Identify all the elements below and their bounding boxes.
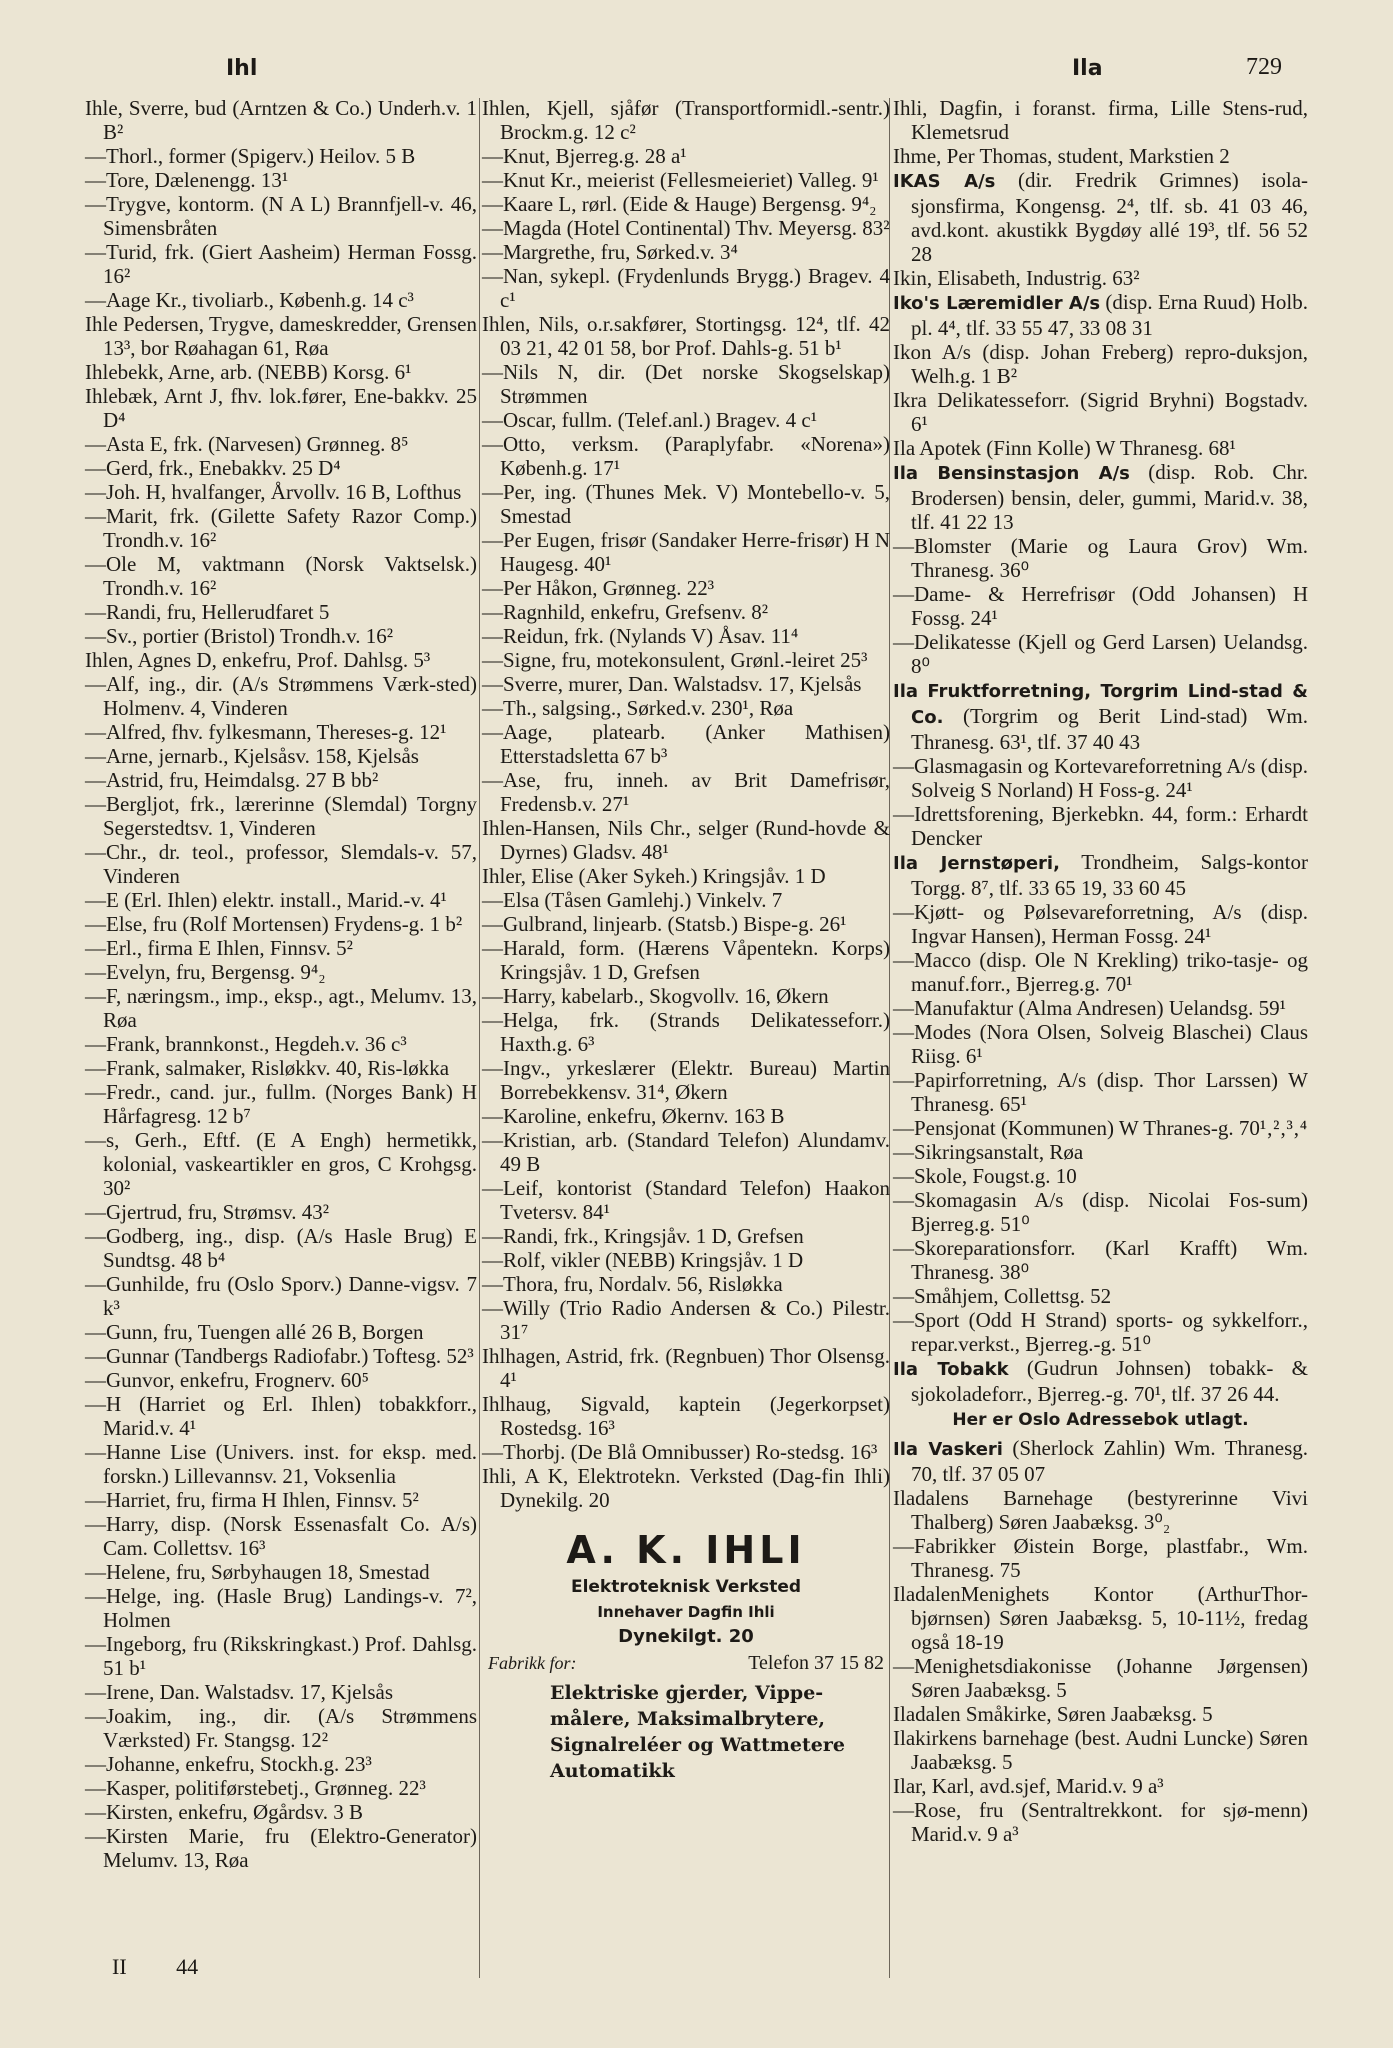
directory-entry xyxy=(482,1344,890,1392)
entry-text: —Leif, kontorist (Standard Telefon) Haakon Tvetersv. 84¹ xyxy=(482,1176,890,1224)
entry-text: Ihlen-Hansen, Nils Chr., selger (Rund-hovde & Dyrnes) Gladsv. 48¹ xyxy=(482,816,890,864)
entry-text: —Elsa (Tåsen Gamlehj.) Vinkelv. 7 xyxy=(482,888,783,912)
entry-text: Iladalens Barnehage (bestyrerinne Vivi Thalberg) Søren Jaabæksg. 3⁰₂ xyxy=(893,1486,1308,1534)
entry-text: —Ole M, vaktmann (Norsk Vaktselsk.) Trondh.v. 16² xyxy=(85,552,477,600)
directory-entry xyxy=(85,1776,477,1800)
directory-entry xyxy=(893,1068,1308,1116)
directory-entry xyxy=(482,1128,890,1176)
directory-entry xyxy=(893,996,1308,1020)
entry-text: —Sport (Odd H Strand) sports- og sykkelforr., repar.verkst., Bjerreg.-g. 51⁰ xyxy=(893,1308,1308,1356)
entry-text: —Ase, fru, inneh. av Brit Damefrisør, Fredensb.v. 27¹ xyxy=(482,768,890,816)
entry-text: —Fabrikker Øistein Borge, plastfabr., Wm. Thranesg. 75 xyxy=(893,1534,1308,1582)
entry-text: —Alfred, fhv. fylkesmann, Thereses-g. 12¹ xyxy=(85,720,447,744)
entry-text: —Fredr., cand. jur., fullm. (Norges Bank) H Hårfagresg. 12 b⁷ xyxy=(85,1080,477,1128)
directory-entry xyxy=(893,1534,1308,1582)
firm-name: IKAS A/s xyxy=(893,171,996,192)
directory-entry xyxy=(482,1056,890,1104)
entry-text: —E (Erl. Ihlen) elektr. install., Marid.-v. 4¹ xyxy=(85,888,447,912)
entry-text: —Alf, ing., dir. (A/s Strømmens Værk-sted) Holmenv. 4, Vinderen xyxy=(85,672,477,720)
header-right-keyword: Ila xyxy=(1072,56,1103,81)
entry-text: —Knut, Bjerreg.g. 28 a¹ xyxy=(482,144,687,168)
ad-line-3: Dynekilgt. 20 xyxy=(618,1626,754,1647)
directory-entry xyxy=(482,1104,890,1128)
entry-text: —Reidun, frk. (Nylands V) Åsav. 11⁴ xyxy=(482,624,799,648)
directory-entry xyxy=(482,408,890,432)
directory-entry xyxy=(893,948,1308,996)
entry-text: —Chr., dr. teol., professor, Slemdals-v. 57, Vinderen xyxy=(85,840,477,888)
ad-fabrikk-label: Fabrikk for: xyxy=(488,1653,577,1673)
entry-text: —Blomster (Marie og Laura Grov) Wm. Thranesg. 36⁰ xyxy=(893,534,1308,582)
entry-text: Ihle, Sverre, bud (Arntzen & Co.) Underh.v. 1 B² xyxy=(85,96,477,144)
directory-entry xyxy=(85,432,477,456)
entry-text: Ihlhaug, Sigvald, kaptein (Jegerkorpset) Rostedsg. 16³ xyxy=(482,1392,890,1440)
firm-name: Ila Tobakk xyxy=(893,1359,1009,1380)
directory-entry xyxy=(85,1488,477,1512)
entry-text: —Asta E, frk. (Narvesen) Grønneg. 8⁵ xyxy=(85,432,409,456)
entry-text: Ihlen, Nils, o.r.sakfører, Stortingsg. 12⁴, tlf. 42 03 21, 42 01 58, bor Prof. Dahls-g. 51 b¹ xyxy=(482,312,890,360)
directory-entry xyxy=(85,1680,477,1704)
directory-entry xyxy=(482,648,890,672)
directory-entry xyxy=(893,678,1308,754)
entry-text: —Kirsten, enkefru, Øgårdsv. 3 B xyxy=(85,1800,363,1824)
directory-entry xyxy=(85,1584,477,1632)
directory-entry xyxy=(85,192,477,240)
directory-entry xyxy=(85,912,477,936)
directory-entry xyxy=(893,1774,1308,1798)
page-number: 729 xyxy=(1246,54,1282,80)
footer-sheet: II xyxy=(112,1954,127,1979)
entry-text: —Sverre, murer, Dan. Walstadsv. 17, Kjelsås xyxy=(482,672,862,696)
directory-entry xyxy=(85,1032,477,1056)
entry-text: —Modes (Nora Olsen, Solveig Blaschei) Claus Riisg. 6¹ xyxy=(893,1020,1308,1068)
entry-text: Ilar, Karl, avd.sjef, Marid.v. 9 a³ xyxy=(893,1774,1164,1798)
directory-entry xyxy=(482,888,890,912)
directory-entry xyxy=(893,1164,1308,1188)
ad-line-2: Innehaver Dagfin Ihli xyxy=(597,1603,775,1621)
directory-entry xyxy=(893,460,1308,534)
entry-text: —Kristian, arb. (Standard Telefon) Alundamv. 49 B xyxy=(482,1128,890,1176)
directory-entry xyxy=(482,864,890,888)
directory-column-3 xyxy=(893,96,1308,1846)
directory-entry xyxy=(85,960,477,984)
directory-entry xyxy=(893,388,1308,436)
directory-entry xyxy=(482,624,890,648)
directory-entry xyxy=(85,936,477,960)
directory-entry xyxy=(482,600,890,624)
directory-entry xyxy=(85,1824,477,1872)
entry-text: —s, Gerh., Eftf. (E A Engh) hermetikk, kolonial, vaskeartikler en gros, C Krohgsg. 30² xyxy=(85,1128,477,1200)
directory-entry xyxy=(893,900,1308,948)
directory-entry xyxy=(482,816,890,864)
entry-text: —Dame- & Herrefrisør (Odd Johansen) H Fossg. 24¹ xyxy=(893,582,1308,630)
entry-text: —Th., salgsing., Sørked.v. 230¹, Røa xyxy=(482,696,794,720)
directory-entry xyxy=(85,360,477,384)
entry-text: (disp. Erna Ruud) Holb. pl. 4⁴, tlf. 33 55 47, 33 08 31 xyxy=(911,290,1308,340)
entry-text: —Sikringsanstalt, Røa xyxy=(893,1140,1084,1164)
directory-entry xyxy=(482,1464,890,1512)
entry-text: —Per Håkon, Grønneg. 22³ xyxy=(482,576,715,600)
directory-entry xyxy=(85,1128,477,1200)
entry-text: Ihler, Elise (Aker Sykeh.) Kringsjåv. 1 D xyxy=(482,864,826,888)
directory-entry xyxy=(893,436,1308,460)
directory-entry xyxy=(482,936,890,984)
directory-entry xyxy=(85,1080,477,1128)
directory-entry xyxy=(85,600,477,624)
entry-text: (Sherlock Zahlin) Wm. Thranesg. 70, tlf. 37 05 07 xyxy=(911,1436,1308,1486)
entry-text: Ihlebekk, Arne, arb. (NEBB) Korsg. 6¹ xyxy=(85,360,412,384)
entry-text: —Randi, fru, Hellerudfaret 5 xyxy=(85,600,330,624)
directory-entry xyxy=(85,840,477,888)
entry-text: —Delikatesse (Kjell og Gerd Larsen) Uelandsg. 8⁰ xyxy=(893,630,1308,678)
directory-entry xyxy=(893,266,1308,290)
entry-text: Ikin, Elisabeth, Industrig. 63² xyxy=(893,266,1140,290)
entry-text: —Margrethe, fru, Sørked.v. 3⁴ xyxy=(482,240,738,264)
entry-text: —Magda (Hotel Continental) Thv. Meyersg. 83² xyxy=(482,216,890,240)
entry-text: —Harald, form. (Hærens Våpentekn. Korps) Kringsjåv. 1 D, Grefsen xyxy=(482,936,890,984)
directory-entry xyxy=(482,96,890,144)
entry-text: —Gjertrud, fru, Strømsv. 43² xyxy=(85,1200,330,1224)
entry-text: Ikon A/s (disp. Johan Freberg) repro-duksjon, Welh.g. 1 B² xyxy=(893,340,1308,388)
directory-entry xyxy=(893,1236,1308,1284)
entry-text: —Harry, disp. (Norsk Essenasfalt Co. A/s) Cam. Collettsv. 16³ xyxy=(85,1512,477,1560)
entry-text: (Gudrun Johnsen) tobakk- & sjokoladeforr., Bjerreg.-g. 70¹, tlf. 37 26 44. xyxy=(911,1356,1308,1406)
entry-text: —Joh. H, hvalfanger, Årvollv. 16 B, Lofthus xyxy=(85,480,462,504)
entry-text: —Trygve, kontorm. (N A L) Brannfjell-v. 46, Simensbråten xyxy=(85,192,477,240)
directory-entry xyxy=(85,1392,477,1440)
directory-entry xyxy=(893,168,1308,266)
entry-text: —Skomagasin A/s (disp. Nicolai Fos-sum) Bjerreg.g. 51⁰ xyxy=(893,1188,1308,1236)
directory-entry xyxy=(893,96,1308,144)
directory-entry xyxy=(85,1200,477,1224)
directory-entry xyxy=(85,1344,477,1368)
directory-entry xyxy=(893,1020,1308,1068)
entry-text: Ila Apotek (Finn Kolle) W Thranesg. 68¹ xyxy=(893,436,1236,460)
entry-text: —Thorl., former (Spigerv.) Heilov. 5 B xyxy=(85,144,416,168)
directory-entry xyxy=(85,624,477,648)
entry-text: —Knut Kr., meierist (Fellesmeieriet) Valleg. 9¹ xyxy=(482,168,879,192)
directory-entry xyxy=(482,672,890,696)
directory-entry xyxy=(85,1752,477,1776)
directory-entry xyxy=(893,290,1308,340)
ad-phone: Telefon 37 15 82 xyxy=(748,1652,884,1674)
directory-entry xyxy=(482,1224,890,1248)
entry-text: —Menighetsdiakonisse (Johanne Jørgensen) Søren Jaabæksg. 5 xyxy=(893,1654,1308,1702)
directory-entry xyxy=(482,216,890,240)
entry-text: (disp. Rob. Chr. Brodersen) bensin, deler, gummi, Marid.v. 38, tlf. 41 22 13 xyxy=(911,460,1308,534)
entry-text: —Irene, Dan. Walstadsv. 17, Kjelsås xyxy=(85,1680,393,1704)
ad-product-line: Signalreléer og Wattmetere xyxy=(550,1734,845,1756)
entry-text: —Helene, fru, Sørbyhaugen 18, Smestad xyxy=(85,1560,430,1584)
entry-text: Trondheim, Salgs-kontor Torgg. 8⁷, tlf. 33 65 19, 33 60 45 xyxy=(911,850,1308,900)
entry-text: —Evelyn, fru, Bergensg. 9⁴₂ xyxy=(85,960,326,984)
directory-entry xyxy=(85,768,477,792)
entry-text: —Manufaktur (Alma Andresen) Uelandsg. 59¹ xyxy=(893,996,1286,1020)
entry-text: Ihli, A K, Elektrotekn. Verksted (Dag-fin Ihli) Dynekilg. 20 xyxy=(482,1464,890,1512)
entry-text: —Thora, fru, Nordalv. 56, Risløkka xyxy=(482,1272,783,1296)
directory-entry xyxy=(893,1726,1308,1774)
ad-company-name: A. K. IHLI xyxy=(566,1528,806,1572)
directory-entry xyxy=(85,552,477,600)
entry-text: —Harriet, fru, firma H Ihlen, Finnsv. 5² xyxy=(85,1488,419,1512)
directory-entry xyxy=(85,456,477,480)
entry-text: Ihlhagen, Astrid, frk. (Regnbuen) Thor Olsensg. 4¹ xyxy=(482,1344,890,1392)
entry-text: —Harry, kabelarb., Skogvollv. 16, Økern xyxy=(482,984,829,1008)
entry-text: —Hanne Lise (Univers. inst. for eksp. med. forskn.) Lillevannsv. 21, Voksenlia xyxy=(85,1440,477,1488)
directory-entry xyxy=(482,1392,890,1440)
entry-text: —Arne, jernarb., Kjelsåsv. 158, Kjelsås xyxy=(85,744,419,768)
directory-entry xyxy=(482,360,890,408)
directory-entry xyxy=(482,1272,890,1296)
entry-text: —Per Eugen, frisør (Sandaker Herre-frisør) H N Haugesg. 40¹ xyxy=(482,528,890,576)
entry-text: Ihme, Per Thomas, student, Markstien 2 xyxy=(893,144,1230,168)
directory-entry xyxy=(85,504,477,552)
directory-entry xyxy=(482,1440,890,1464)
page-footer xyxy=(112,1954,242,1980)
firm-name: Ila Fruktforretning, Torgrim Lind-stad & Co. xyxy=(893,681,1308,728)
firm-name: Iko's Læremidler A/s xyxy=(893,293,1101,314)
directory-entry xyxy=(482,168,890,192)
entry-text: —Sv., portier (Bristol) Trondh.v. 16² xyxy=(85,624,394,648)
directory-entry xyxy=(85,240,477,288)
directory-entry xyxy=(482,768,890,816)
directory-entry xyxy=(482,720,890,768)
directory-entry xyxy=(85,1632,477,1680)
entry-text: —Ingeborg, fru (Rikskringkast.) Prof. Dahlsg. 51 b¹ xyxy=(85,1632,477,1680)
entry-text: —Erl., firma E Ihlen, Finnsv. 5² xyxy=(85,936,353,960)
directory-entry xyxy=(85,888,477,912)
directory-entry xyxy=(482,192,890,216)
entry-text: —Nils N, dir. (Det norske Skogselskap) Strømmen xyxy=(482,360,890,408)
advertisement-box xyxy=(482,1522,890,1794)
directory-entry xyxy=(893,1436,1308,1486)
entry-text: —Småhjem, Collettsg. 52 xyxy=(893,1284,1112,1308)
directory-entry xyxy=(482,240,890,264)
entry-text: —Nan, sykepl. (Frydenlunds Brygg.) Bragev. 4 c¹ xyxy=(482,264,890,312)
column-divider xyxy=(479,98,480,1978)
entry-text: Iladalen Småkirke, Søren Jaabæksg. 5 xyxy=(893,1702,1213,1726)
directory-entry xyxy=(482,264,890,312)
entry-text: —Gerd, frk., Enebakkv. 25 D⁴ xyxy=(85,456,341,480)
directory-entry xyxy=(85,1368,477,1392)
directory-entry xyxy=(893,1702,1308,1726)
entry-text: —Ragnhild, enkefru, Grefsenv. 8² xyxy=(482,600,769,624)
entry-text: —Gunnar (Tandbergs Radiofabr.) Toftesg. 52³ xyxy=(85,1344,474,1368)
entry-text: —Bergljot, frk., lærerinne (Slemdal) Torgny Segerstedtsv. 1, Vinderen xyxy=(85,792,477,840)
directory-entry xyxy=(482,480,890,528)
directory-entry xyxy=(85,1512,477,1560)
directory-entry xyxy=(85,168,477,192)
entry-text: —Kasper, politiførstebetj., Grønneg. 22³ xyxy=(85,1776,426,1800)
directory-entry xyxy=(85,1224,477,1272)
directory-entry xyxy=(482,1008,890,1056)
directory-entry xyxy=(893,1582,1308,1654)
firm-name: Ila Jernstøperi, xyxy=(893,853,1060,874)
directory-entry xyxy=(85,96,477,144)
directory-column-2 xyxy=(482,96,890,1794)
entry-text: —Glasmagasin og Kortevareforretning A/s (disp. Solveig S Norland) H Foss-g. 24¹ xyxy=(893,754,1308,802)
directory-entry xyxy=(85,744,477,768)
directory-entry xyxy=(85,1320,477,1344)
ad-product-line: Elektriske gjerder, Vippe- xyxy=(550,1682,824,1704)
entry-text: —Else, fru (Rolf Mortensen) Frydens-g. 1 b² xyxy=(85,912,463,936)
directory-entry xyxy=(893,144,1308,168)
directory-entry xyxy=(85,312,477,360)
directory-entry xyxy=(85,792,477,840)
entry-text: —F, næringsm., imp., eksp., agt., Melumv. 13, Røa xyxy=(85,984,477,1032)
entry-text: —Thorbj. (De Blå Omnibusser) Ro-stedsg. 16³ xyxy=(482,1440,878,1464)
entry-text: —Frank, brannkonst., Hegdeh.v. 36 c³ xyxy=(85,1032,407,1056)
entry-text: —Otto, verksm. (Paraplyfabr. «Norena») Københ.g. 17¹ xyxy=(482,432,890,480)
directory-entry xyxy=(482,984,890,1008)
directory-entry xyxy=(85,648,477,672)
entry-text: —Joakim, ing., dir. (A/s Strømmens Værksted) Fr. Stangsg. 12² xyxy=(85,1704,477,1752)
entry-text: Ihlen, Kjell, sjåfør (Transportformidl.-sentr.) Brockm.g. 12 c² xyxy=(482,96,890,144)
directory-entry xyxy=(893,630,1308,678)
entry-text: —Marit, frk. (Gilette Safety Razor Comp.) Trondh.v. 16² xyxy=(85,504,477,552)
ad-product-line: målere, Maksimalbrytere, xyxy=(550,1708,826,1730)
directory-entry xyxy=(85,1560,477,1584)
directory-entry xyxy=(893,1798,1308,1846)
entry-text: —Skole, Fougst.g. 10 xyxy=(893,1164,1077,1188)
directory-entry xyxy=(85,984,477,1032)
entry-text: —Helge, ing. (Hasle Brug) Landings-v. 7², Holmen xyxy=(85,1584,477,1632)
directory-entry xyxy=(85,480,477,504)
entry-text: —Rose, fru (Sentraltrekkont. for sjø-menn) Marid.v. 9 a³ xyxy=(893,1798,1308,1846)
directory-entry xyxy=(893,340,1308,388)
directory-entry xyxy=(85,1056,477,1080)
directory-entry xyxy=(893,1188,1308,1236)
directory-entry xyxy=(893,1654,1308,1702)
entry-text: Ihlebæk, Arnt J, fhv. lok.fører, Ene-bakkv. 25 D⁴ xyxy=(85,384,477,432)
entry-text: —Gunhilde, fru (Oslo Sporv.) Danne-vigsv. 7 k³ xyxy=(85,1272,477,1320)
entry-text: —Frank, salmaker, Risløkkv. 40, Ris-løkka xyxy=(85,1056,450,1080)
entry-text: —Ingv., yrkeslærer (Elektr. Bureau) Martin Borrebekkensv. 31⁴, Økern xyxy=(482,1056,890,1104)
entry-text: —Helga, frk. (Strands Delikatesseforr.) Haxth.g. 6³ xyxy=(482,1008,890,1056)
entry-text: Ikra Delikatesseforr. (Sigrid Bryhni) Bogstadv. 6¹ xyxy=(893,388,1308,436)
directory-entry xyxy=(482,576,890,600)
directory-entry xyxy=(893,582,1308,630)
directory-entry xyxy=(482,144,890,168)
page-header xyxy=(0,50,1393,90)
entry-text: —Idrettsforening, Bjerkebkn. 44, form.: Erhardt Dencker xyxy=(893,802,1308,850)
entry-text: —Randi, frk., Kringsjåv. 1 D, Grefsen xyxy=(482,1224,804,1248)
directory-entry xyxy=(893,802,1308,850)
entry-text: —Rolf, vikler (NEBB) Kringsjåv. 1 D xyxy=(482,1248,804,1272)
directory-entry xyxy=(85,1800,477,1824)
entry-text: —Pensjonat (Kommunen) W Thranes-g. 70¹‚²‚³‚⁴ xyxy=(893,1116,1308,1140)
directory-entry xyxy=(893,754,1308,802)
directory-entry xyxy=(482,696,890,720)
entry-text: Ihle Pedersen, Trygve, dameskredder, Grensen 13³, bor Røahagan 61, Røa xyxy=(85,312,477,360)
entry-text: —Kaare L, rørl. (Eide & Hauge) Bergensg. 9⁴₂ xyxy=(482,192,877,216)
directory-entry xyxy=(893,1140,1308,1164)
entry-text: Ihlen, Agnes D, enkefru, Prof. Dahlsg. 5³ xyxy=(85,648,431,672)
ad-line-1: Elektroteknisk Verksted xyxy=(570,1577,802,1597)
entry-text: —Astrid, fru, Heimdalsg. 27 B bb² xyxy=(85,768,379,792)
entry-text: —Papirforretning, A/s (disp. Thor Larssen) W Thranesg. 65¹ xyxy=(893,1068,1308,1116)
entry-text: (dir. Fredrik Grimnes) isola-sjonsfirma, Kongensg. 2⁴, tlf. sb. 41 03 46, avd.kont. akustikk Bygdøy allé 19³, tlf. 56 52 28 xyxy=(911,168,1309,266)
directory-entry xyxy=(482,912,890,936)
directory-entry xyxy=(893,1116,1308,1140)
directory-entry xyxy=(893,534,1308,582)
entry-text: —Kirsten Marie, fru (Elektro-Generator) Melumv. 13, Røa xyxy=(85,1824,477,1872)
directory-entry xyxy=(893,1308,1308,1356)
directory-entry xyxy=(482,1248,890,1272)
entry-text: —Oscar, fullm. (Telef.anl.) Bragev. 4 c¹ xyxy=(482,408,817,432)
entry-text: —Tore, Dælenengg. 13¹ xyxy=(85,168,289,192)
publisher-note: Her er Oslo Adressebok utlagt. xyxy=(952,1410,1249,1430)
entry-text: —Kjøtt- og Pølsevareforretning, A/s (disp. Ingvar Hansen), Herman Fossg. 24¹ xyxy=(893,900,1308,948)
entry-text: —Macco (disp. Ole N Krekling) triko-tasje- og manuf.forr., Bjerreg.g. 70¹ xyxy=(893,948,1308,996)
entry-text: —Godberg, ing., disp. (A/s Hasle Brug) E Sundtsg. 48 b⁴ xyxy=(85,1224,477,1272)
directory-entry xyxy=(482,432,890,480)
directory-entry xyxy=(85,672,477,720)
directory-entry xyxy=(893,1284,1308,1308)
entry-text: —Aage Kr., tivoliarb., Københ.g. 14 c³ xyxy=(85,288,414,312)
entry-text: —Gunn, fru, Tuengen allé 26 B, Borgen xyxy=(85,1320,424,1344)
entry-text: (Torgrim og Berit Lind-stad) Wm. Thranesg. 63¹, tlf. 37 40 43 xyxy=(911,704,1308,754)
footer-number: 44 xyxy=(176,1954,199,1979)
directory-entry xyxy=(85,1704,477,1752)
directory-entry xyxy=(85,1272,477,1320)
entry-text: —Johanne, enkefru, Stockh.g. 23³ xyxy=(85,1752,372,1776)
entry-text: —Aage, platearb. (Anker Mathisen) Etterstadsletta 67 b³ xyxy=(482,720,890,768)
firm-name: Ila Bensinstasjon A/s xyxy=(893,463,1130,484)
entry-text: —Willy (Trio Radio Andersen & Co.) Pilestr. 31⁷ xyxy=(482,1296,890,1344)
entry-text: Ihli, Dagfin, i foranst. firma, Lille Stens-rud, Klemetsrud xyxy=(893,96,1308,144)
ad-product-line: Automatikk xyxy=(550,1760,675,1782)
ad-products xyxy=(488,1680,884,1784)
directory-entry xyxy=(85,144,477,168)
header-left-keyword: Ihl xyxy=(226,56,258,81)
directory-entry xyxy=(85,1440,477,1488)
directory-entry xyxy=(893,1486,1308,1534)
directory-entry xyxy=(85,384,477,432)
column-2-entries xyxy=(482,96,890,1512)
directory-entry xyxy=(482,528,890,576)
entry-text: —H (Harriet og Erl. Ihlen) tobakkforr., Marid.v. 4¹ xyxy=(85,1392,477,1440)
directory-column-1 xyxy=(85,96,477,1872)
directory-entry xyxy=(482,1296,890,1344)
entry-text: —Per, ing. (Thunes Mek. V) Montebello-v. 5, Smestad xyxy=(482,480,890,528)
directory-entry xyxy=(893,850,1308,900)
entry-text: —Gulbrand, linjearb. (Statsb.) Bispe-g. 26¹ xyxy=(482,912,847,936)
directory-entry xyxy=(893,1356,1308,1406)
ad-contact-row xyxy=(488,1650,884,1676)
entry-text: IladalenMenighets Kontor (ArthurThor-bjørnsen) Søren Jaabæksg. 5, 10-11½, fredag også 18-19 xyxy=(893,1582,1308,1654)
entry-text: —Skoreparationsforr. (Karl Krafft) Wm. Thranesg. 38⁰ xyxy=(893,1236,1308,1284)
entry-text: Ilakirkens barnehage (best. Audni Luncke) Søren Jaabæksg. 5 xyxy=(893,1726,1308,1774)
directory-entry xyxy=(482,1176,890,1224)
entry-text: —Karoline, enkefru, Økernv. 163 B xyxy=(482,1104,785,1128)
directory-entry xyxy=(85,288,477,312)
entry-text: —Signe, fru, motekonsulent, Grønl.-leiret 25³ xyxy=(482,648,868,672)
directory-entry xyxy=(482,312,890,360)
entry-text: —Gunvor, enkefru, Frognerv. 60⁵ xyxy=(85,1368,369,1392)
entry-text: —Turid, frk. (Giert Aasheim) Herman Fossg. 16² xyxy=(85,240,477,288)
directory-entry xyxy=(85,720,477,744)
firm-name: Ila Vaskeri xyxy=(893,1439,1003,1460)
